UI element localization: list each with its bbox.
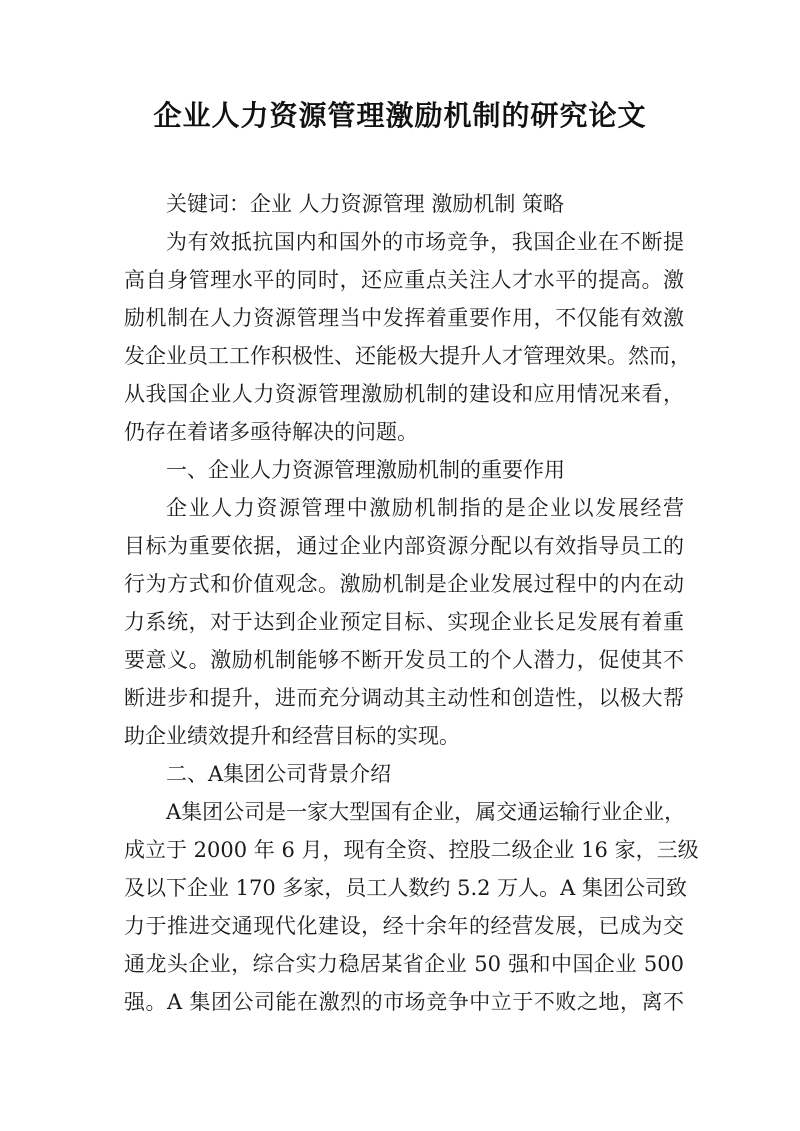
text-line: 成立于 2000 年 6 月，现有全资、控股二级企业 16 家，三级 — [124, 838, 699, 862]
text-line: 高自身管理水平的同时，还应重点关注人才水平的提高。激 — [124, 268, 684, 292]
text-line: 目标为重要依据，通过企业内部资源分配以有效指导员工的 — [124, 534, 684, 558]
text-line: 强。A 集团公司能在激烈的市场竞争中立于不败之地，离不 — [124, 990, 684, 1014]
text-line: 为有效抵抗国内和国外的市场竞争，我国企业在不断提 — [166, 230, 684, 254]
document-title: 企业人力资源管理激励机制的研究论文 — [153, 99, 647, 132]
text-line: 要意义。激励机制能够不断开发员工的个人潜力，促使其不 — [124, 648, 684, 672]
text-line: 力系统，对于达到企业预定目标、实现企业长足发展有着重 — [124, 610, 684, 634]
text-line: 通龙头企业，综合实力稳居某省企业 50 强和中国企业 500 — [124, 952, 684, 976]
text-line: A集团公司是一家大型国有企业，属交通运输行业企业， — [166, 800, 686, 824]
text-line: 企业人力资源管理中激励机制指的是企业以发展经营 — [166, 496, 684, 520]
text-line: 助企业绩效提升和经营目标的实现。 — [124, 724, 460, 748]
text-line: 力于推进交通现代化建设，经十余年的经营发展，已成为交 — [124, 914, 684, 938]
text-line: 从我国企业人力资源管理激励机制的建设和应用情况来看， — [124, 382, 684, 406]
text-line: 行为方式和价值观念。激励机制是企业发展过程中的内在动 — [124, 572, 684, 596]
text-line: 断进步和提升，进而充分调动其主动性和创造性，以极大帮 — [124, 686, 684, 710]
text-line: 励机制在人力资源管理当中发挥着重要作用，不仅能有效激 — [124, 306, 684, 330]
text-line: 发企业员工工作积极性、还能极大提升人才管理效果。然而， — [124, 344, 691, 368]
text-line: 仍存在着诸多亟待解决的问题。 — [124, 420, 418, 444]
text-line: 及以下企业 170 多家，员工人数约 5.2 万人。A 集团公司致 — [124, 876, 688, 900]
section-heading: 二、A集团公司背景介绍 — [166, 762, 392, 786]
section-heading: 一、企业人力资源管理激励机制的重要作用 — [166, 458, 565, 482]
keywords-line: 关键词：企业 人力资源管理 激励机制 策略 — [166, 192, 565, 216]
